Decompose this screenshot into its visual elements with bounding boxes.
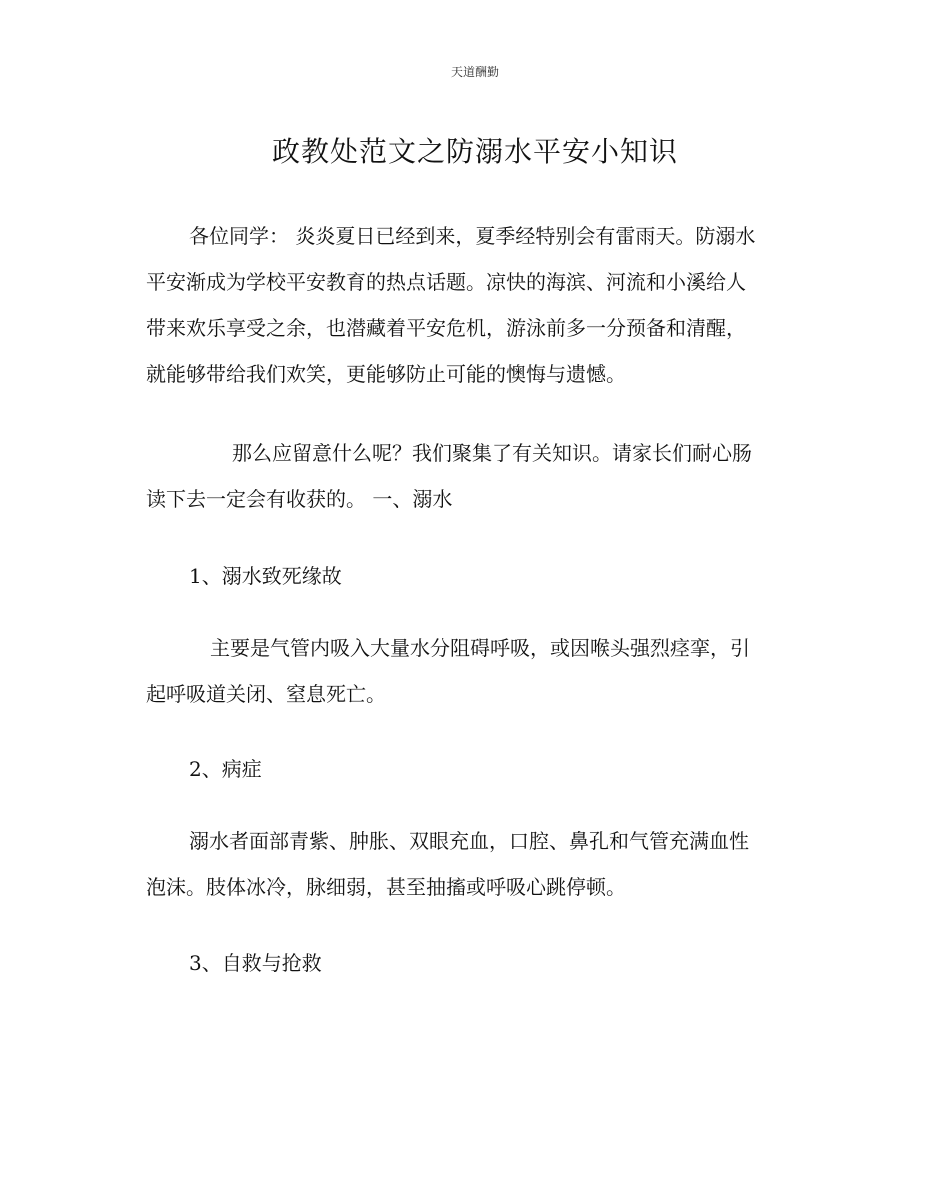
section-heading-text: 3、自救与抢救 [189, 951, 322, 975]
paragraph-intro [146, 430, 806, 522]
paragraph-line: 平安渐成为学校平安教育的热点话题。凉快的海滨、河流和小溪给人 [146, 270, 746, 294]
paragraph-line: 主要是气管内吸入大量水分阻碍呼吸，或因喉头强烈痉挛，引 [210, 636, 750, 660]
paragraph-line: 那么应留意什么呢？我们聚集了有关知识。请家长们耐心肠 [232, 441, 752, 465]
paragraph-line: 各位同学： 炎炎夏日已经到来，夏季经特别会有雷雨天。防溺水 [189, 224, 756, 248]
paragraph-line: 就能够带给我们欢笑，更能够防止可能的懊悔与遗憾。 [146, 362, 626, 386]
paragraph-cause [146, 625, 806, 717]
section-heading-text: 1、溺水致死缘故 [189, 564, 342, 588]
section-heading-3 [146, 940, 806, 986]
page-header: 天道酬勤 [450, 65, 499, 79]
paragraph-line: 起呼吸道关闭、窒息死亡。 [146, 682, 386, 706]
paragraph-line: 泡沫。肢体冰冷，脉细弱，甚至抽搐或呼吸心跳停顿。 [146, 875, 626, 899]
paragraph-symptoms [146, 818, 806, 910]
document-title: 政教处范文之防溺水平安小知识 [271, 135, 678, 168]
paragraph-greeting [146, 213, 806, 397]
section-heading-1 [146, 553, 806, 599]
section-heading-text: 2、病症 [189, 757, 262, 781]
paragraph-line: 溺水者面部青紫、肿胀、双眼充血，口腔、鼻孔和气管充满血性 [189, 829, 749, 853]
section-heading-2 [146, 746, 806, 792]
paragraph-line: 读下去一定会有收获的。 一、溺水 [146, 487, 453, 511]
paragraph-line: 带来欢乐享受之余，也潜藏着平安危机，游泳前多一分预备和清醒， [146, 316, 746, 340]
